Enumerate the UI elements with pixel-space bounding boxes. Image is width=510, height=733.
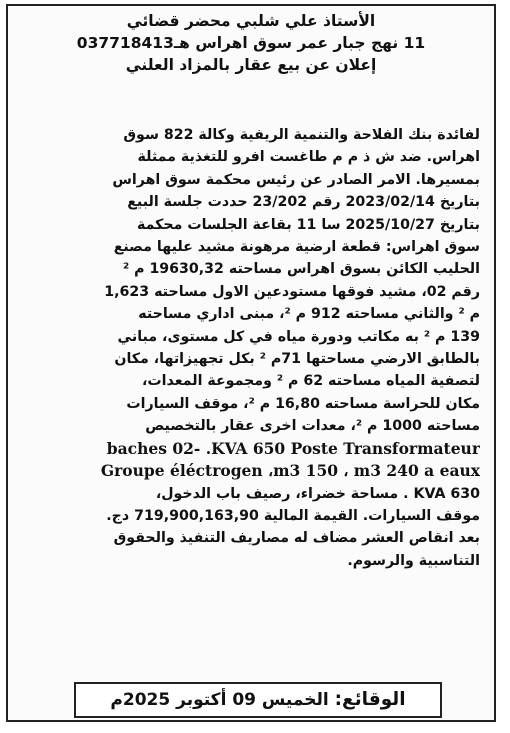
announcement-title: إعلان عن بيع عقار بالمزاد العلني	[125, 56, 377, 74]
body-line: سوق اهراس: قطعة ارضية مرهونة مشيد عليها مصنع	[113, 239, 480, 256]
body-line: لفائدة بنك الفلاحة والتنمية الريفية وكالة 822 سوق	[123, 127, 480, 143]
body-line: رقم 02، مشيد فوقها مستودعين الاول مساحته 1,623	[104, 283, 480, 300]
body-line: بتاريخ 2025/10/27 سا 11 بقاعة الجلسات محكمة	[137, 216, 480, 233]
body-line: بتاريخ 2023/02/14 رقم 23/202 حددت جلسة البيع	[127, 194, 480, 211]
publication-label: الوقائع:	[334, 689, 406, 710]
body-line: KVA 630 . مساحة خضراء، رصيف باب الدخول،	[155, 485, 480, 502]
body-line: التناسبية والرسوم.	[347, 552, 480, 569]
announcement-frame	[6, 4, 496, 722]
body-line: بالطابق الارضي مساحتها 71م ² بكل تجهيزاتها، مكان	[114, 351, 480, 368]
body-line: بعد انقاص العشر مضاف له مصاريف التنفيذ والحقوق	[113, 530, 480, 547]
body-line: 139 م ² به مكاتب ودورة مياه في كل مستوى، مباني	[117, 328, 480, 345]
body-line: اهراس. ضد ش ذ م م طاغست افرو للتغذية ممثلة	[137, 149, 480, 166]
publication-date: الخميس 09 أكتوبر 2025م	[110, 690, 329, 710]
body-line: م ² والثاني مساحته 912 م ²، مبنى اداري مساحته	[138, 306, 480, 323]
body-line: لتصفية المياه مساحته 62 م ² ومجموعة المعدات،	[142, 373, 480, 390]
announcement-header	[18, 10, 484, 76]
body-line: موقف السيارات. القيمة المالية 719,900,163,90 دج.	[106, 507, 480, 524]
body-line: Groupe éléctrogen ،m3 150 ، m3 240 a eaux	[100, 461, 480, 481]
bailiff-address: 11 نهج جبار عمر سوق اهراس هـ037718413	[76, 34, 426, 52]
bailiff-name: الأستاذ علي شلبي محضر قضائي	[126, 12, 376, 30]
body-line: الحليب الكائن بسوق اهراس مساحته 19630,32 م ²	[122, 261, 480, 278]
publication-date-box	[74, 682, 442, 718]
body-line: مساحته 1000 م ²، معدات اخرى عقار بالتخصيص	[145, 418, 480, 435]
announcement-body	[18, 124, 480, 572]
body-line: بمسيرها. الامر الصادر عن رئيس محكمة سوق اهراس	[112, 171, 480, 188]
body-line: baches 02- .KVA 650 Poste Transformateur	[106, 438, 480, 458]
body-line: مكان للحراسة مساحته 16,80 م ²، موقف السيارات	[126, 395, 480, 412]
